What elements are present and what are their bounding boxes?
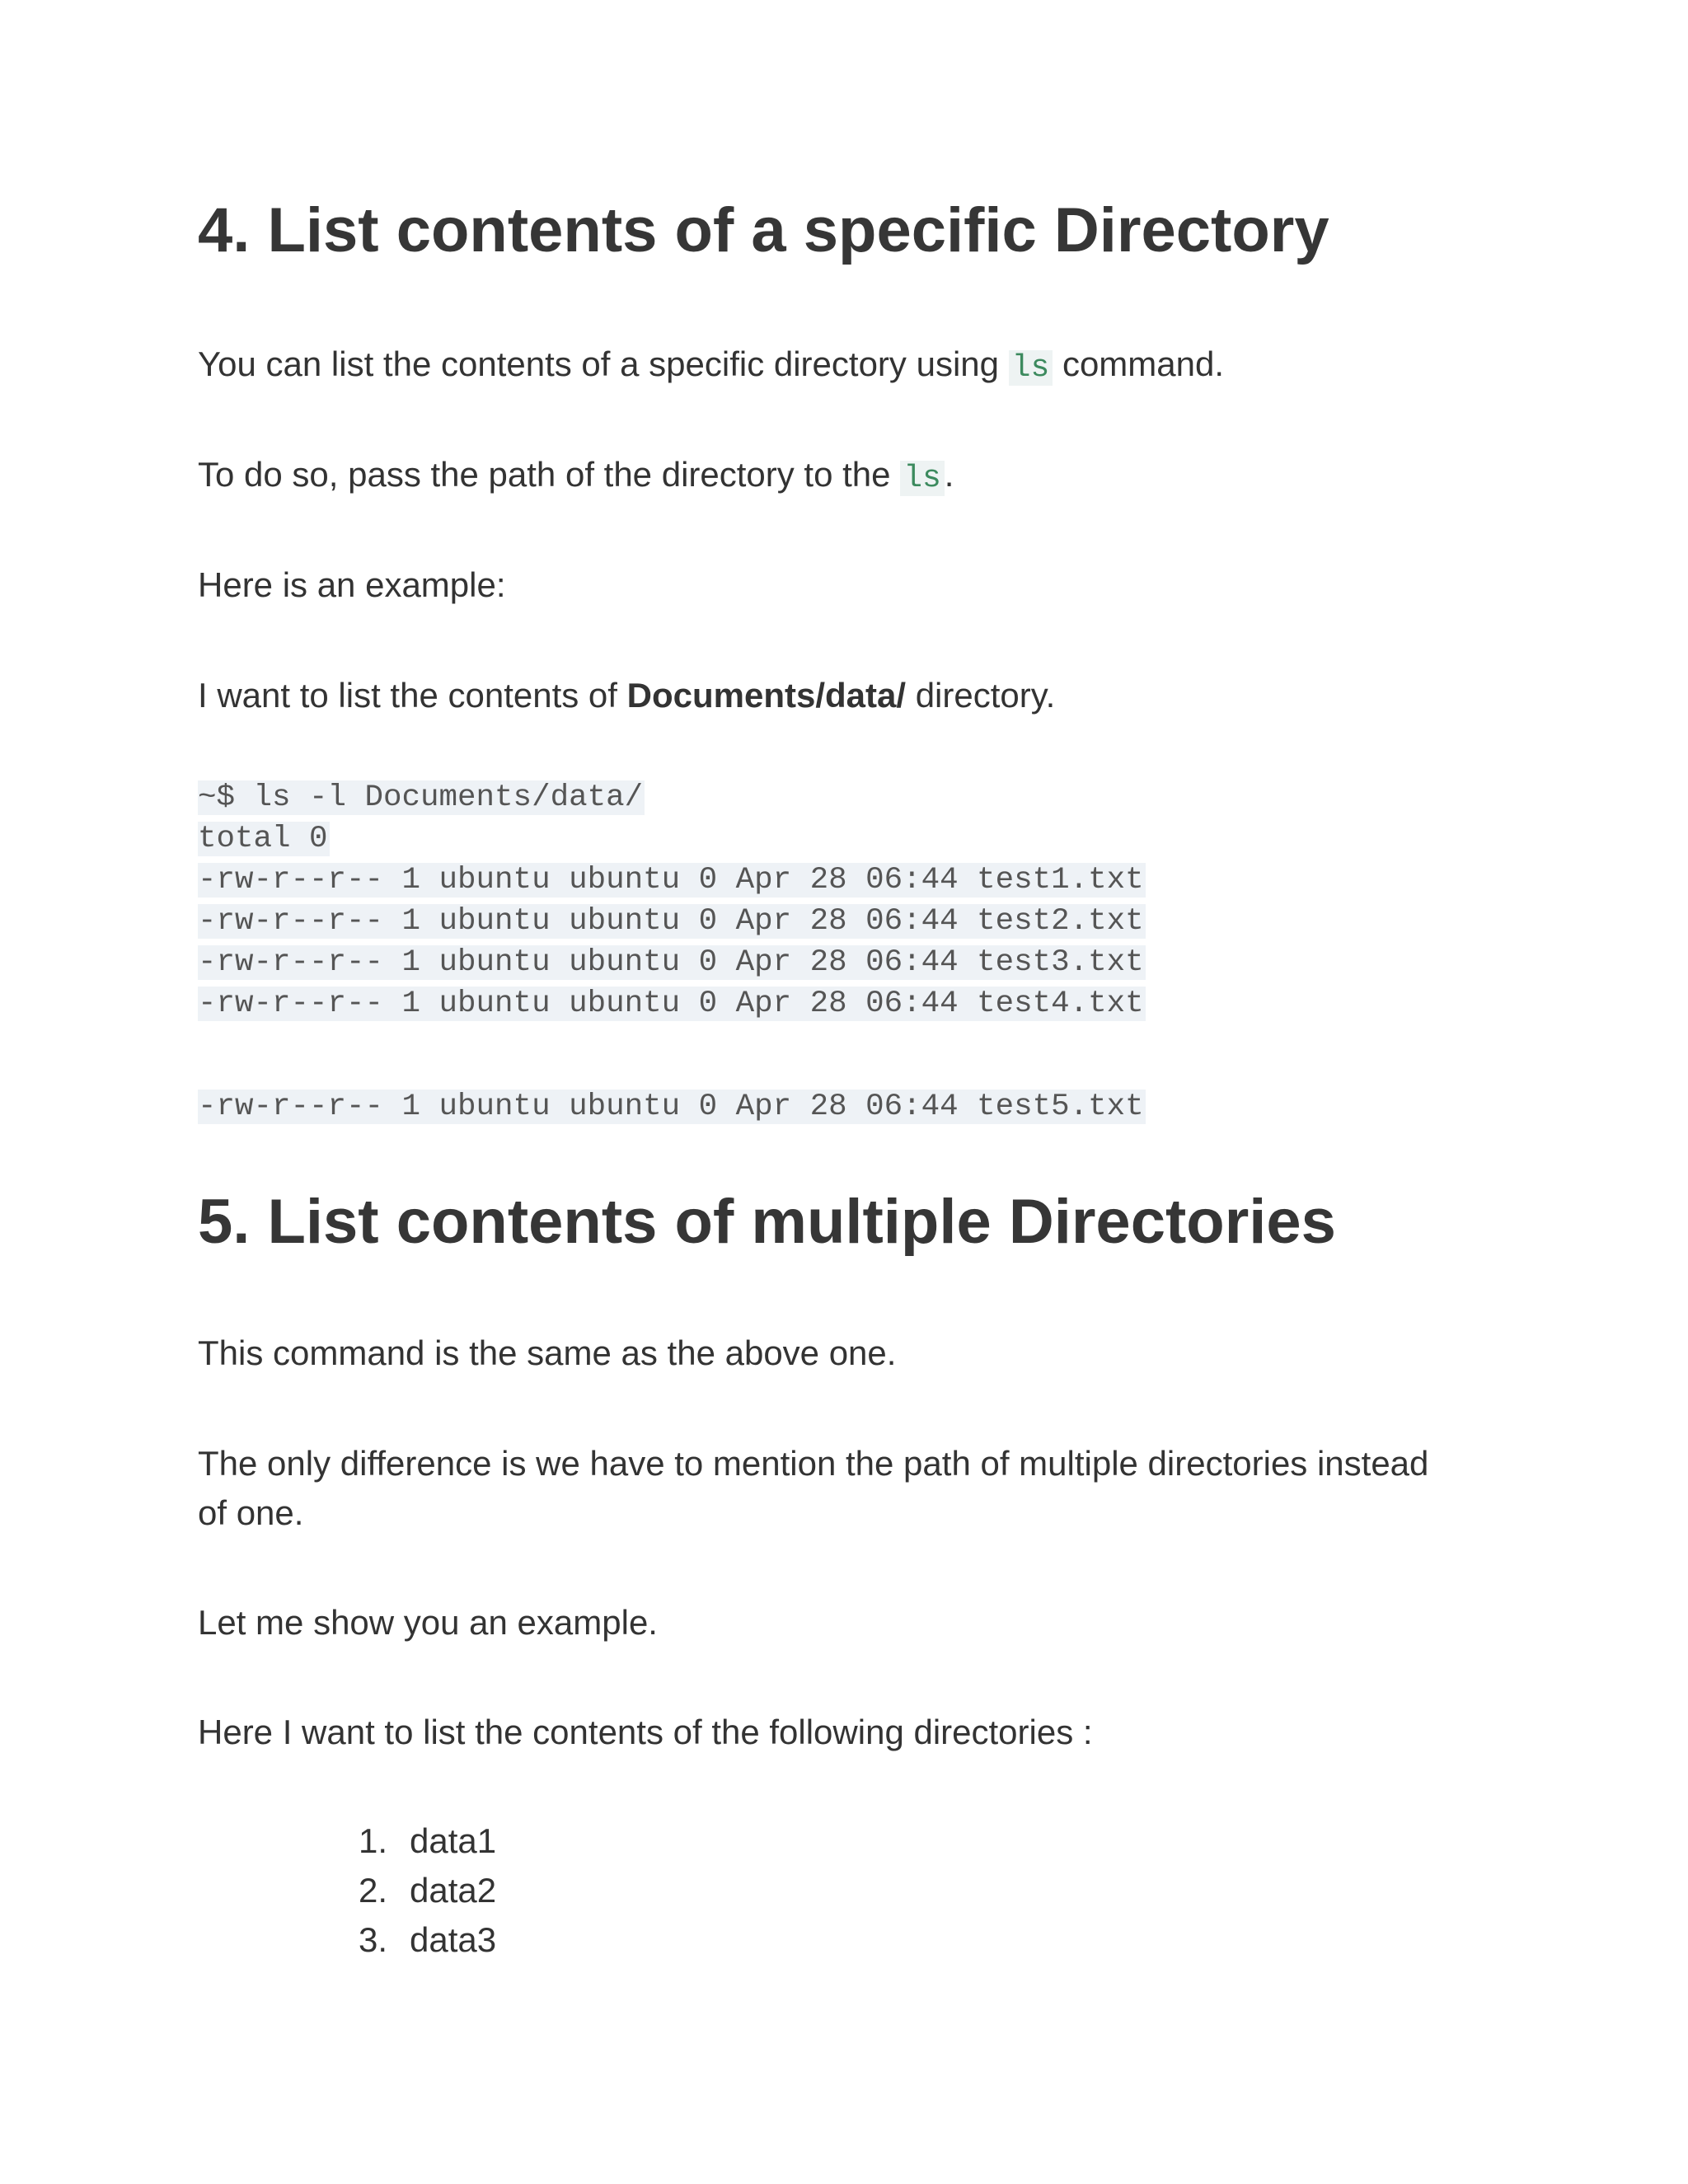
paragraph-text: You can list the contents of a specific directory using (198, 344, 1009, 383)
list-item-text: data1 (410, 1821, 497, 1860)
section-5-heading: 5. List contents of multiple Directories (198, 1187, 1336, 1257)
list-number: 2. (359, 1871, 388, 1910)
list-item (359, 1915, 496, 1965)
paragraph-text: command. (1053, 344, 1225, 383)
inline-code-ls: ls (1009, 350, 1053, 386)
paragraph-text: I want to list the contents of (198, 676, 627, 715)
section-5-paragraph-4: Here I want to list the contents of the following directories : (198, 1713, 1093, 1751)
section-4-paragraph-2 (198, 450, 954, 504)
code-block-continued (198, 1086, 1146, 1127)
list-item (359, 1816, 496, 1866)
code-line: -rw-r--r-- 1 ubuntu ubuntu 0 Apr 28 06:44 test1.txt (198, 863, 1144, 898)
paragraph-text: directory. (906, 676, 1056, 715)
section-4-paragraph-3: Here is an example: (198, 565, 506, 604)
code-line: -rw-r--r-- 1 ubuntu ubuntu 0 Apr 28 06:44 test5.txt (198, 1090, 1144, 1124)
paragraph-text: . (944, 455, 954, 494)
list-item-text: data2 (410, 1871, 497, 1910)
directory-path: Documents/data/ (626, 676, 907, 715)
list-number: 1. (359, 1821, 388, 1860)
inline-code-ls: ls (900, 461, 945, 496)
code-line: total 0 (198, 822, 328, 856)
section-4-heading: 4. List contents of a specific Directory (198, 195, 1329, 265)
section-4-paragraph-1 (198, 340, 1224, 393)
section-5-paragraph-2: The only difference is we have to mention the path of multiple directories instead of one. (198, 1444, 1429, 1532)
code-line: -rw-r--r-- 1 ubuntu ubuntu 0 Apr 28 06:44 test4.txt (198, 987, 1144, 1021)
code-line: -rw-r--r-- 1 ubuntu ubuntu 0 Apr 28 06:44 test2.txt (198, 904, 1144, 939)
list-item-text: data3 (410, 1920, 497, 1959)
list-number: 3. (359, 1920, 388, 1959)
code-block (198, 777, 1146, 1024)
code-line: -rw-r--r-- 1 ubuntu ubuntu 0 Apr 28 06:44 test3.txt (198, 945, 1144, 980)
list-item (359, 1866, 496, 1915)
directory-list (359, 1816, 496, 1965)
section-4-paragraph-4 (198, 671, 1055, 720)
code-line: ~$ ls -l Documents/data/ (198, 780, 644, 815)
section-5-paragraph-1: This command is the same as the above one. (198, 1333, 897, 1372)
section-5-paragraph-3: Let me show you an example. (198, 1603, 658, 1642)
paragraph-text: To do so, pass the path of the directory to the (198, 455, 901, 494)
